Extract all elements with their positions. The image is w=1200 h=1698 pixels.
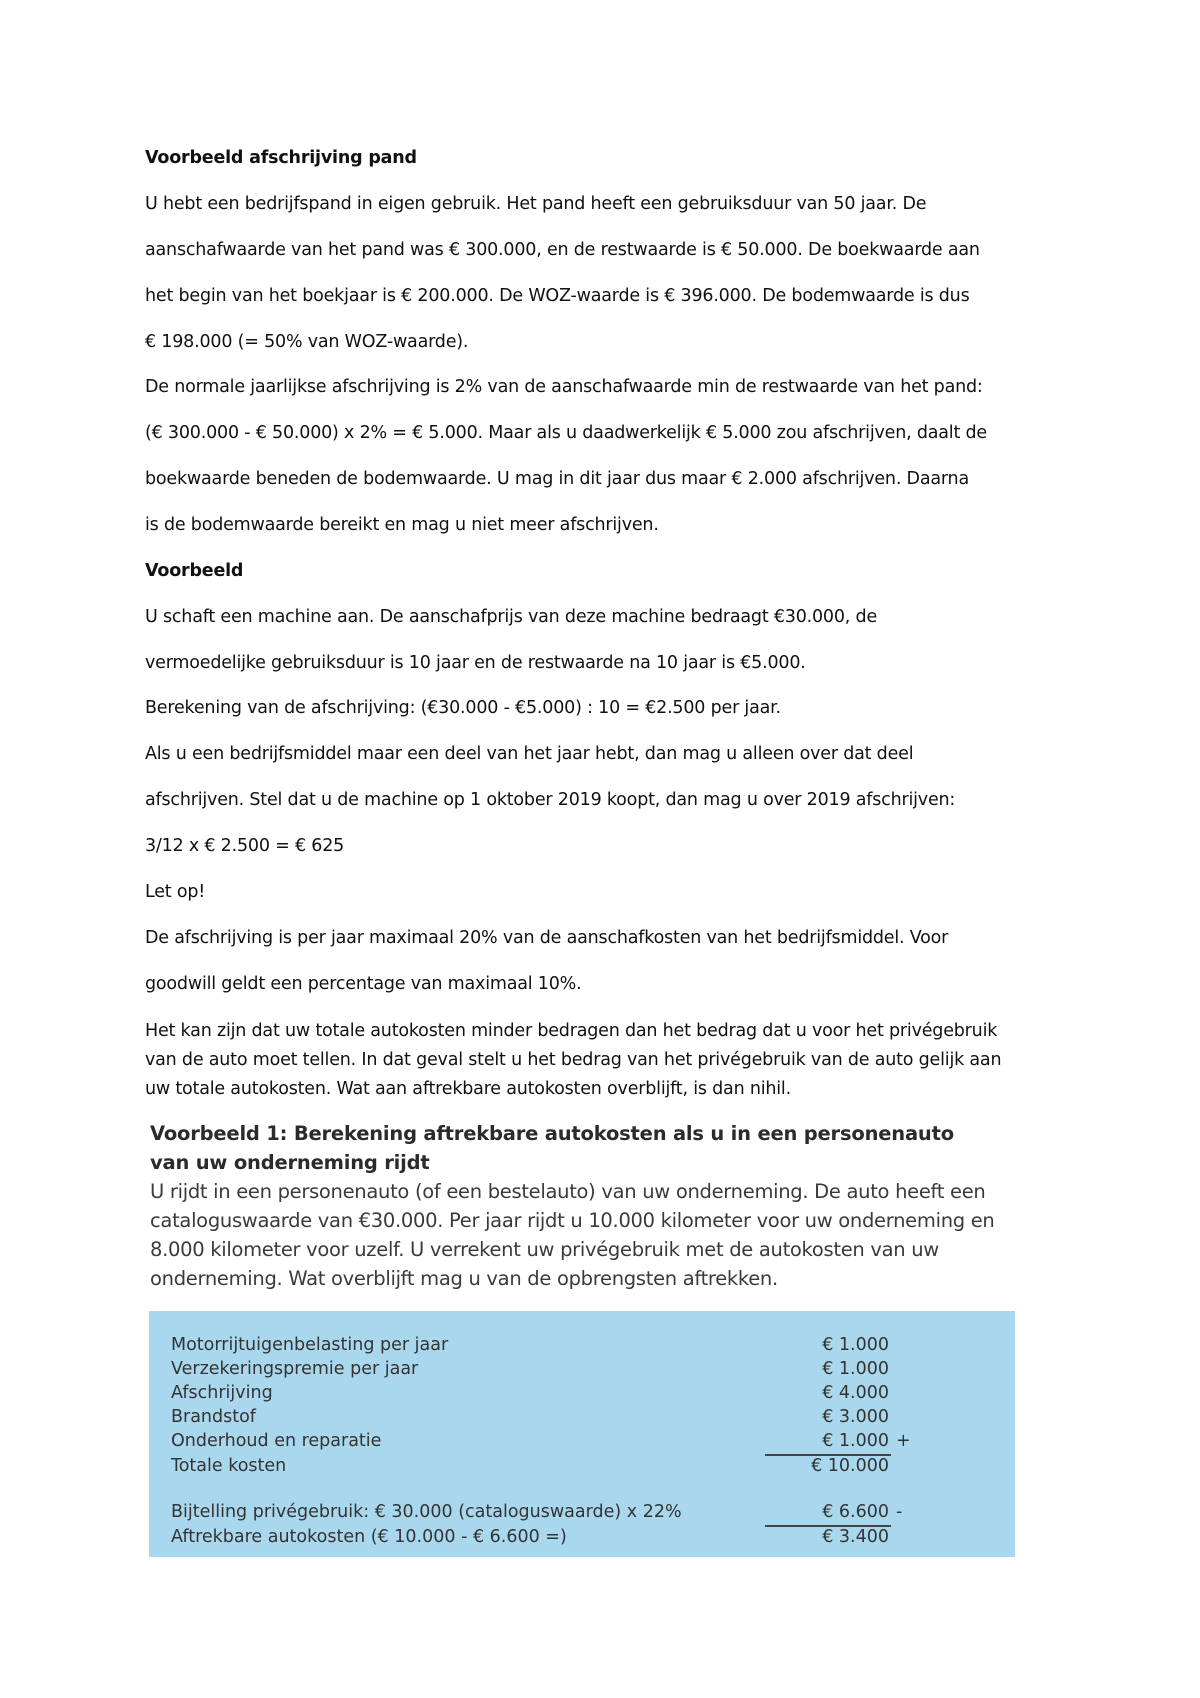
table-row-amount: € 3.000 [822, 1407, 889, 1427]
example-title: van uw onderneming rijdt [150, 1151, 430, 1174]
table-row-label: Bijtelling privégebruik: € 30.000 (cataloguswaarde) x 22% [171, 1502, 682, 1522]
paragraph-line: U hebt een bedrijfspand in eigen gebruik. Het pand heeft een gebruiksduur van 50 jaar. De [145, 194, 927, 214]
paragraph-line: 3/12 x € 2.500 = € 625 [145, 836, 345, 856]
section-heading-pand: Voorbeeld afschrijving pand [145, 148, 417, 168]
example-text-line: cataloguswaarde van €30.000. Per jaar rijdt u 10.000 kilometer voor uw onderneming en [150, 1209, 995, 1232]
table-row-amount: € 4.000 [822, 1383, 889, 1403]
paragraph-line: is de bodemwaarde bereikt en mag u niet meer afschrijven. [145, 515, 659, 535]
paragraph-line: € 198.000 (= 50% van WOZ-waarde). [145, 332, 469, 352]
table-row-amount: € 10.000 [811, 1456, 889, 1476]
table-row-amount: € 6.600 [822, 1502, 889, 1522]
paragraph-line: De afschrijving is per jaar maximaal 20% van de aanschafkosten van het bedrijfsmiddel. Voor [145, 928, 949, 948]
example-text-line: U rijdt in een personenauto (of een bestelauto) van uw onderneming. De auto heeft een [150, 1180, 986, 1203]
paragraph-line: De normale jaarlijkse afschrijving is 2% van de aanschafwaarde min de restwaarde van het pand: [145, 377, 983, 397]
paragraph-line: uw totale autokosten. Wat aan aftrekbare autokosten overblijft, is dan nihil. [145, 1079, 791, 1099]
plus-operator: + [896, 1431, 911, 1451]
paragraph-line: het begin van het boekjaar is € 200.000. De WOZ-waarde is € 396.000. De bodemwaarde is dus [145, 286, 970, 306]
paragraph-line: Als u een bedrijfsmiddel maar een deel van het jaar hebt, dan mag u alleen over dat deel [145, 744, 914, 764]
paragraph-line: Berekening van de afschrijving: (€30.000 - €5.000) : 10 = €2.500 per jaar. [145, 698, 781, 718]
table-row-amount: € 1.000 [822, 1359, 889, 1379]
table-row-label: Totale kosten [171, 1456, 287, 1476]
paragraph-line: goodwill geldt een percentage van maximaal 10%. [145, 974, 582, 994]
paragraph-line: Het kan zijn dat uw totale autokosten minder bedragen dan het bedrag dat u voor het privégebruik [145, 1021, 998, 1041]
table-row-label: Verzekeringspremie per jaar [171, 1359, 419, 1379]
table-row-label: Afschrijving [171, 1383, 273, 1403]
let-op-label: Let op! [145, 882, 206, 902]
example-text-line: 8.000 kilometer voor uzelf. U verrekent uw privégebruik met de autokosten van uw [150, 1238, 939, 1261]
example-text-line: onderneming. Wat overblijft mag u van de opbrengsten aftrekken. [150, 1267, 778, 1290]
table-row-label: Brandstof [171, 1407, 256, 1427]
table-row-amount: € 1.000 [822, 1431, 889, 1451]
paragraph-line: (€ 300.000 - € 50.000) x 2% = € 5.000. Maar als u daadwerkelijk € 5.000 zou afschrijven, daalt de [145, 423, 987, 443]
minus-operator: - [896, 1502, 903, 1522]
table-row-amount: € 3.400 [822, 1527, 889, 1547]
paragraph-line: boekwaarde beneden de bodemwaarde. U mag in dit jaar dus maar € 2.000 afschrijven. Daarna [145, 469, 969, 489]
paragraph-line: U schaft een machine aan. De aanschafprijs van deze machine bedraagt €30.000, de [145, 607, 878, 627]
table-row-amount: € 1.000 [822, 1335, 889, 1355]
paragraph-line: aanschafwaarde van het pand was € 300.000, en de restwaarde is € 50.000. De boekwaarde aan [145, 240, 980, 260]
paragraph-line: vermoedelijke gebruiksduur is 10 jaar en de restwaarde na 10 jaar is €5.000. [145, 653, 806, 673]
table-row-label: Aftrekbare autokosten (€ 10.000 - € 6.600 =) [171, 1527, 567, 1547]
paragraph-line: van de auto moet tellen. In dat geval stelt u het bedrag van het privégebruik van de auto gelijk aan [145, 1050, 1002, 1070]
table-row-label: Onderhoud en reparatie [171, 1431, 382, 1451]
section-heading-voorbeeld: Voorbeeld [145, 561, 244, 581]
cost-table [149, 1311, 1015, 1557]
table-row-label: Motorrijtuigenbelasting per jaar [171, 1335, 449, 1355]
paragraph-line: afschrijven. Stel dat u de machine op 1 oktober 2019 koopt, dan mag u over 2019 afschrijven: [145, 790, 956, 810]
example-title: Voorbeeld 1: Berekening aftrekbare autokosten als u in een personenauto [150, 1122, 954, 1145]
